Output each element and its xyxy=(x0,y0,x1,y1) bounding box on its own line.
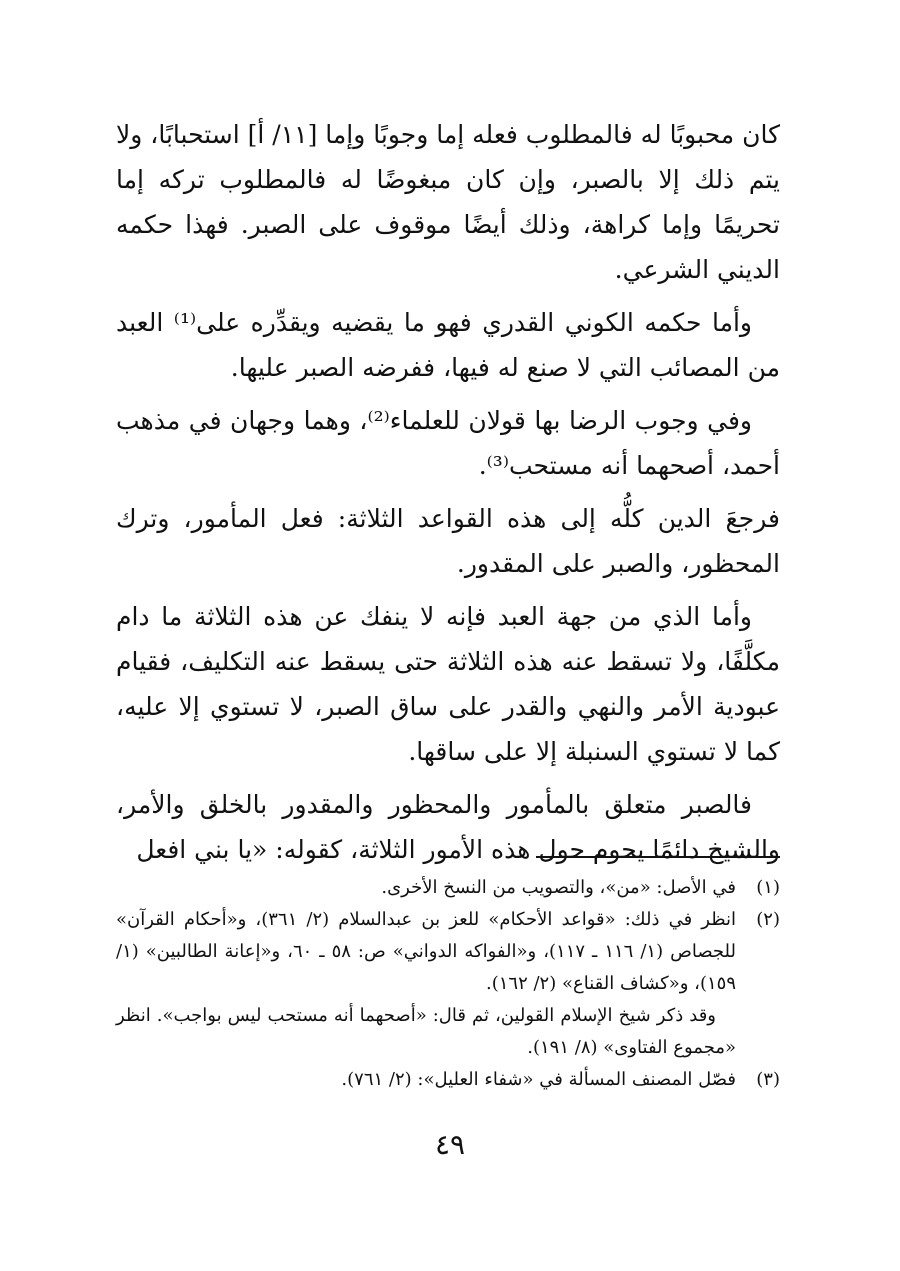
paragraph-4: فرجعَ الدين كلُّه إلى هذه القواعد الثلاثة: فعل المأمور، وترك المحظور، والصبر على المقدور. xyxy=(116,504,780,578)
paragraph-2: وأما حكمه الكوني القدري فهو ما يقضيه ويقدِّره على⁽¹⁾ العبد من المصائب التي لا صنع له فيها، ففرضه الصبر عليها. xyxy=(116,308,780,382)
footnote-2-continuation xyxy=(116,1000,780,1064)
footnotes xyxy=(116,872,780,1096)
paragraph-1: كان محبوبًا له فالمطلوب فعله إما وجوبًا وإما [١١/ أ] استحبابًا، ولا يتم ذلك إلا بالصبر، وإن كان مبغوضًا له فالمطلوب تركه إما تحريمًا وإما كراهة، وذلك أيضًا موقوف على الصبر. فهذا حكمه الديني الشرعي. xyxy=(116,120,780,284)
footnote-text: فصّل المصنف المسألة في «شفاء العليل»: (٢/ ٧٦١). xyxy=(341,1069,736,1090)
paragraph-3: وفي وجوب الرضا بها قولان للعلماء⁽²⁾، وهما وجهان في مذهب أحمد، أصحهما أنه مستحب⁽³⁾. xyxy=(116,406,780,480)
footnote-3 xyxy=(116,1064,780,1096)
footnote-number: (١) xyxy=(756,877,780,898)
footnote-number: (٣) xyxy=(756,1069,780,1090)
footnote-text: انظر في ذلك: «قواعد الأحكام» للعز بن عبدالسلام (٢/ ٣٦١)، و«أحكام القرآن» للجصاص (١/ ١١٦ ـ ١١٧)، و«الفواكه الدواني» ص: ٥٨ ـ ٦٠، و«إعانة الطالبين» (١/ ١٥٩)، و«كشاف القناع» (٢/ ١٦٢). xyxy=(116,909,737,994)
paragraph-5: وأما الذي من جهة العبد فإنه لا ينفك عن هذه الثلاثة ما دام مكلَّفًا، ولا تسقط عنه هذه الثلاثة حتى يسقط عنه التكليف، فقيام عبودية الأمر والنهي والقدر على ساق الصبر، لا تستوي إلا عليه، كما لا تستوي السنبلة إلا على ساقها. xyxy=(116,602,780,766)
main-text xyxy=(116,112,780,872)
footnote-text: في الأصل: «من»، والتصويب من النسخ الأخرى. xyxy=(381,877,736,898)
footnote-divider xyxy=(536,856,780,858)
footnote-1 xyxy=(116,872,780,904)
footnote-2 xyxy=(116,904,780,1000)
footnote-number: (٢) xyxy=(756,909,780,930)
footnote-text: وقد ذكر شيخ الإسلام القولين، ثم قال: «أصحهما أنه مستحب ليس بواجب». انظر «مجموع الفتاوى» (٨/ ١٩١). xyxy=(116,1005,736,1058)
page-number: ٤٩ xyxy=(434,1128,466,1161)
paragraph-6: فالصبر متعلق بالمأمور والمحظور والمقدور بالخلق والأمر، والشيخ دائمًا يحوم حول هذه الأمور الثلاثة، كقوله: «يا بني افعل xyxy=(116,790,780,864)
